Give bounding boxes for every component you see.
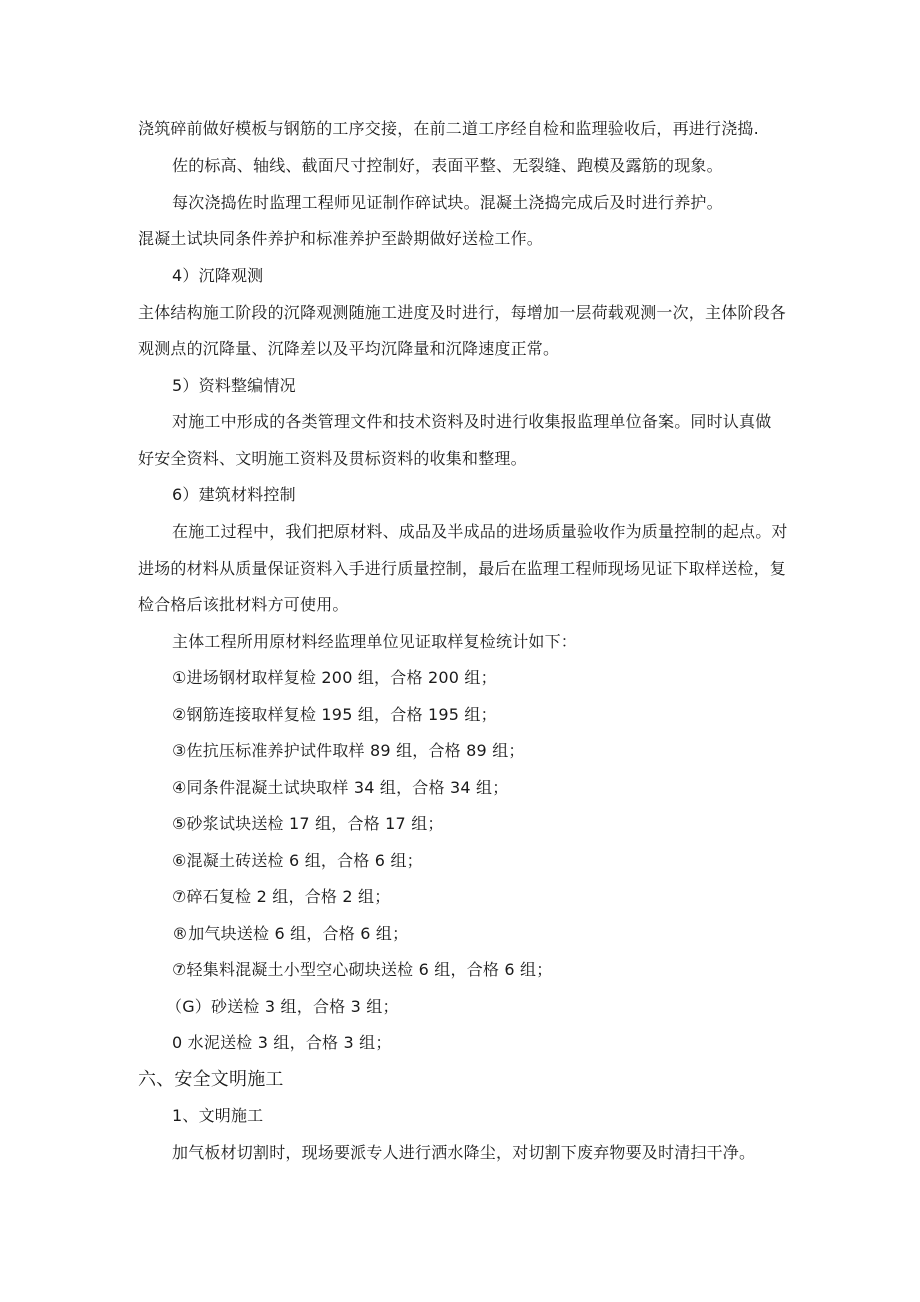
paragraph-line: 主体结构施工阶段的沉降观测随施工进度及时进行，每增加一层荷载观测一次，主体阶段各	[138, 303, 787, 322]
paragraph-line: 浇筑碎前做好模板与钢筋的工序交接，在前二道工序经自检和监理验收后，再进行浇捣.	[138, 119, 759, 138]
paragraph-line: 加气板材切割时，现场要派专人进行洒水降尘，对切割下废弃物要及时清扫干净。	[172, 1143, 756, 1162]
paragraph-line: 每次浇捣佐时监理工程师见证制作碎试块。混凝土浇捣完成后及时进行养护。	[172, 193, 723, 212]
paragraph-line: 进场的材料从质量保证资料入手进行质量控制，最后在监理工程师现场见证下取样送检，复	[138, 559, 787, 578]
list-item: ⑦碎石复检 2 组，合格 2 组；	[172, 887, 391, 906]
list-item: （G）砂送检 3 组，合格 3 组；	[166, 997, 399, 1016]
list-item: ®加气块送检 6 组，合格 6 组；	[172, 924, 409, 943]
section-heading: 6）建筑材料控制	[172, 485, 296, 504]
list-item: ⑥混凝土砖送检 6 组，合格 6 组；	[172, 851, 423, 870]
paragraph-line: 在施工过程中，我们把原材料、成品及半成品的进场质量验收作为质量控制的起点。对	[172, 522, 788, 541]
list-item: ⑦轻集料混凝土小型空心砌块送检 6 组，合格 6 组；	[172, 960, 553, 979]
chapter-heading: 六、安全文明施工	[138, 1069, 284, 1090]
list-item: ②钢筋连接取样复检 195 组，合格 195 组；	[172, 705, 497, 724]
section-heading: 5）资料整编情况	[172, 376, 296, 395]
paragraph-line: 混凝土试块同条件养护和标准养护至龄期做好送检工作。	[138, 229, 544, 248]
paragraph-line: 观测点的沉降量、沉降差以及平均沉降量和沉降速度正常。	[138, 339, 560, 358]
list-item: 0 水泥送检 3 组，合格 3 组；	[172, 1033, 392, 1052]
paragraph-line: 主体工程所用原材料经监理单位见证取样复检统计如下：	[172, 632, 578, 651]
paragraph-line: 佐的标高、轴线、截面尺寸控制好，表面平整、无裂缝、跑模及露筋的现象。	[172, 156, 723, 175]
list-item: ③佐抗压标准养护试件取样 89 组，合格 89 组；	[172, 741, 525, 760]
paragraph-line: 好安全资料、文明施工资料及贯标资料的收集和整理。	[138, 449, 527, 468]
section-heading: 1、文明施工	[172, 1106, 264, 1125]
list-item: ①进场钢材取样复检 200 组，合格 200 组；	[172, 668, 497, 687]
paragraph-line: 检合格后该批材料方可使用。	[138, 595, 349, 614]
section-heading: 4）沉降观测	[172, 266, 264, 285]
list-item: ⑤砂浆试块送检 17 组，合格 17 组；	[172, 814, 444, 833]
paragraph-line: 对施工中形成的各类管理文件和技术资料及时进行收集报监理单位备案。同时认真做	[172, 412, 772, 431]
list-item: ④同条件混凝土试块取样 34 组，合格 34 组；	[172, 778, 509, 797]
